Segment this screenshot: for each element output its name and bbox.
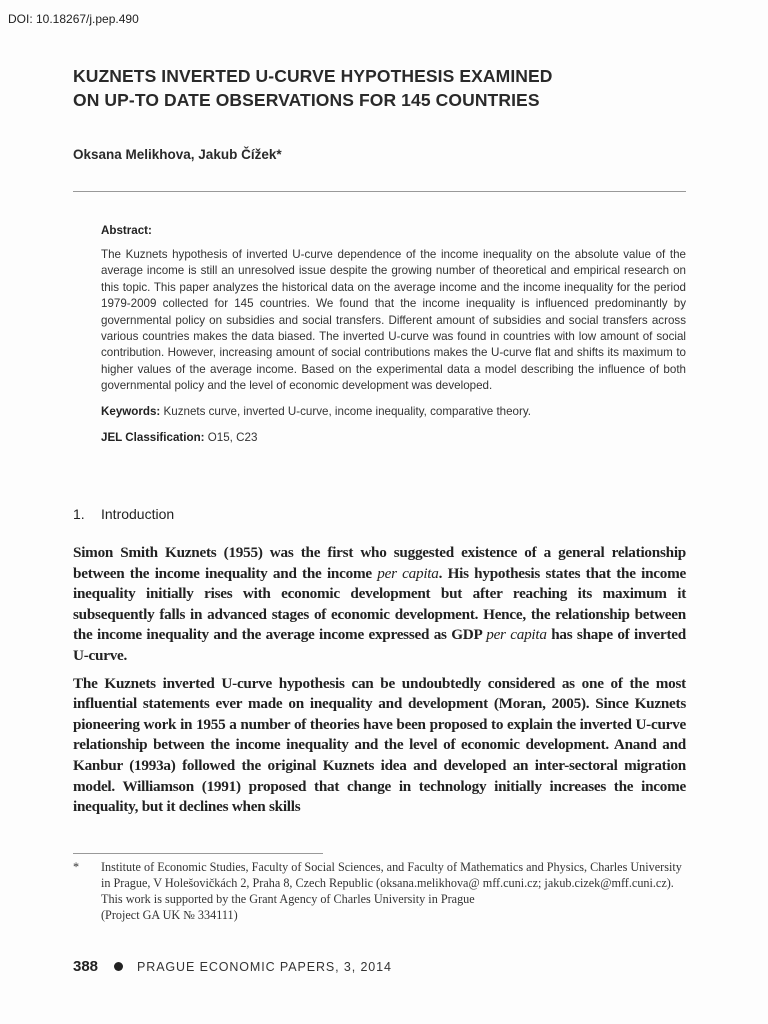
footnote-divider bbox=[73, 853, 323, 854]
journal-name: PRAGUE ECONOMIC PAPERS, 3, 2014 bbox=[137, 959, 392, 974]
paragraph-1 bbox=[73, 543, 686, 667]
footnote-grant: This work is supported by the Grant Agency of Charles University in Prague bbox=[101, 892, 475, 906]
bullet-dot-icon bbox=[114, 962, 123, 971]
paper-title bbox=[73, 64, 693, 112]
footnote bbox=[73, 859, 686, 923]
p1-italic-1: per capita bbox=[377, 564, 439, 582]
jel-label: JEL Classification: bbox=[101, 430, 205, 444]
abstract-text: The Kuznets hypothesis of inverted U-curve dependence of the income inequality on the absolute value of the average income is still an unresolved issue despite the growing number of theoretical and empirical research on this topic. This paper analyzes the historical data on the average income and the income inequality for the period 1979-2009 collected for 145 countries. We found that the income inequality is influenced predominantly by governmental policy on subsidies and social transfers. Different amount of subsidies and social transfers across various countries makes the data biased. The inverted U-curve was found in countries with low amount of social contribution. However, increasing amount of social contributions makes the U-curve flat and shifts its maximum to higher values of the average income. Based on the experimental data a model describing the influence of both governmental policy and the level of economic development was developed. bbox=[101, 248, 686, 393]
body-text bbox=[73, 543, 686, 825]
keywords-line bbox=[101, 404, 686, 420]
section-title: Introduction bbox=[101, 506, 175, 522]
footnote-affiliation: Institute of Economic Studies, Faculty of Social Sciences, and Faculty of Mathematics and Physics, Charles University in Prague, V Holešovičkách 2, Praha 8, Czech Republic (oksana.melikhova@ mff.cuni.cz; jakub.cizek@mff.cuni.cz). bbox=[101, 860, 682, 890]
p1-part-c: has shape of inverted U-curve. bbox=[73, 626, 686, 664]
p1-italic-2: per capita bbox=[486, 626, 547, 644]
section-number: 1. bbox=[73, 506, 85, 522]
title-line-1: KUZNETS INVERTED U-CURVE HYPOTHESIS EXAMINED bbox=[73, 66, 553, 86]
header-divider bbox=[73, 191, 686, 192]
paragraph-2: The Kuznets inverted U-curve hypothesis can be undoubtedly considered as one of the most influential statements ever made on inequality and development (Moran, 2005). Since Kuznets pioneering work in 1955 a number of theories have been proposed to explain the inverted U-curve relationship between the income inequality and the level of economic development. Anand and Kanbur (1993a) followed the original Kuznets idea and developed an inter-sectoral migration model. Williamson (1991) proposed that change in technology initially increases the income inequality, but it declines when skills bbox=[73, 674, 686, 816]
p1-part-b: . His hypothesis states that the income inequality initially rises with economic development but after reaching its maximum it subsequently falls in advanced stages of economic development. Hence, the relationship between the income inequality and the average income expressed as GDP bbox=[73, 564, 686, 644]
jel-line bbox=[101, 430, 686, 446]
abstract-block bbox=[101, 224, 686, 446]
page-footer bbox=[73, 958, 392, 975]
keywords-value: Kuznets curve, inverted U-curve, income inequality, comparative theory. bbox=[163, 404, 532, 418]
title-line-2: ON UP-TO DATE OBSERVATIONS FOR 145 COUNTRIES bbox=[73, 90, 540, 110]
footnote-mark: * bbox=[73, 860, 80, 874]
doi-label: DOI: 10.18267/j.pep.490 bbox=[8, 12, 139, 26]
keywords-label: Keywords: bbox=[101, 404, 161, 418]
jel-value: O15, C23 bbox=[207, 430, 258, 444]
section-heading bbox=[73, 506, 174, 522]
footnote-text bbox=[101, 859, 686, 923]
p1-part-a: Simon Smith Kuznets (1955) was the first who suggested existence of a general relationship between the income inequality and the income bbox=[73, 544, 686, 582]
abstract-heading: Abstract: bbox=[101, 224, 152, 237]
footnote-project: (Project GA UK № 334111) bbox=[101, 908, 238, 922]
authors: Oksana Melikhova, Jakub Čížek* bbox=[73, 147, 282, 162]
page-number: 388 bbox=[73, 958, 99, 975]
